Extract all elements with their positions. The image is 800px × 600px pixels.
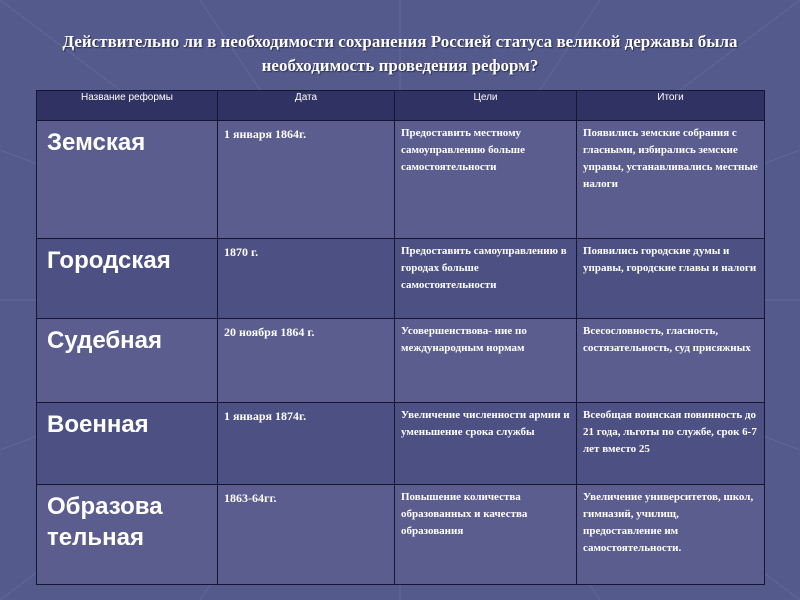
reform-date-cell: 1 января 1864г. xyxy=(218,121,395,239)
header-goals: Цели xyxy=(395,91,577,121)
reform-results-cell: Всесословность, гласность, состязательность, суд присяжных xyxy=(577,319,765,403)
reform-name-cell: Военная xyxy=(37,403,218,485)
reform-results-cell: Всеобщая воинская повинность до 21 года, льготы по службе, срок 6-7 лет вместо 25 xyxy=(577,403,765,485)
reform-results-cell: Появились городские думы и управы, городские главы и налоги xyxy=(577,239,765,319)
table-row xyxy=(37,485,765,585)
reforms-table xyxy=(36,90,765,585)
table-header-row xyxy=(37,91,765,121)
reform-date-cell: 1870 г. xyxy=(218,239,395,319)
reform-name-cell: Земская xyxy=(37,121,218,239)
reform-goals-cell: Предоставить местному самоуправлению больше самостоятельности xyxy=(395,121,577,239)
reform-results-cell: Увеличение университетов, школ, гимназий, училищ, предоставление им самостоятельности. xyxy=(577,485,765,585)
reform-name-cell: Судебная xyxy=(37,319,218,403)
table-row xyxy=(37,121,765,239)
reform-goals-cell: Усовершенствова- ние по международным нормам xyxy=(395,319,577,403)
slide-title: Действительно ли в необходимости сохранения Россией статуса великой державы была необходимость проведения реформ? xyxy=(62,32,738,75)
reform-goals-cell: Повышение количества образованных и качества образования xyxy=(395,485,577,585)
reform-name-cell: Городская xyxy=(37,239,218,319)
reform-date-cell: 20 ноября 1864 г. xyxy=(218,319,395,403)
table-row xyxy=(37,319,765,403)
reform-goals-cell: Предоставить самоуправлению в городах больше самостоятельности xyxy=(395,239,577,319)
header-reform-name: Название реформы xyxy=(37,91,218,121)
reform-date-cell: 1863-64гг. xyxy=(218,485,395,585)
table-row xyxy=(37,239,765,319)
header-results: Итоги xyxy=(577,91,765,121)
reform-date-cell: 1 января 1874г. xyxy=(218,403,395,485)
table-row xyxy=(37,403,765,485)
reform-results-cell: Появились земские собрания с гласными, избирались земские управы, устанавливались местные налоги xyxy=(577,121,765,239)
reform-goals-cell: Увеличение численности армии и уменьшение срока службы xyxy=(395,403,577,485)
header-date: Дата xyxy=(218,91,395,121)
reform-name-cell: Образова тельная xyxy=(37,485,218,585)
